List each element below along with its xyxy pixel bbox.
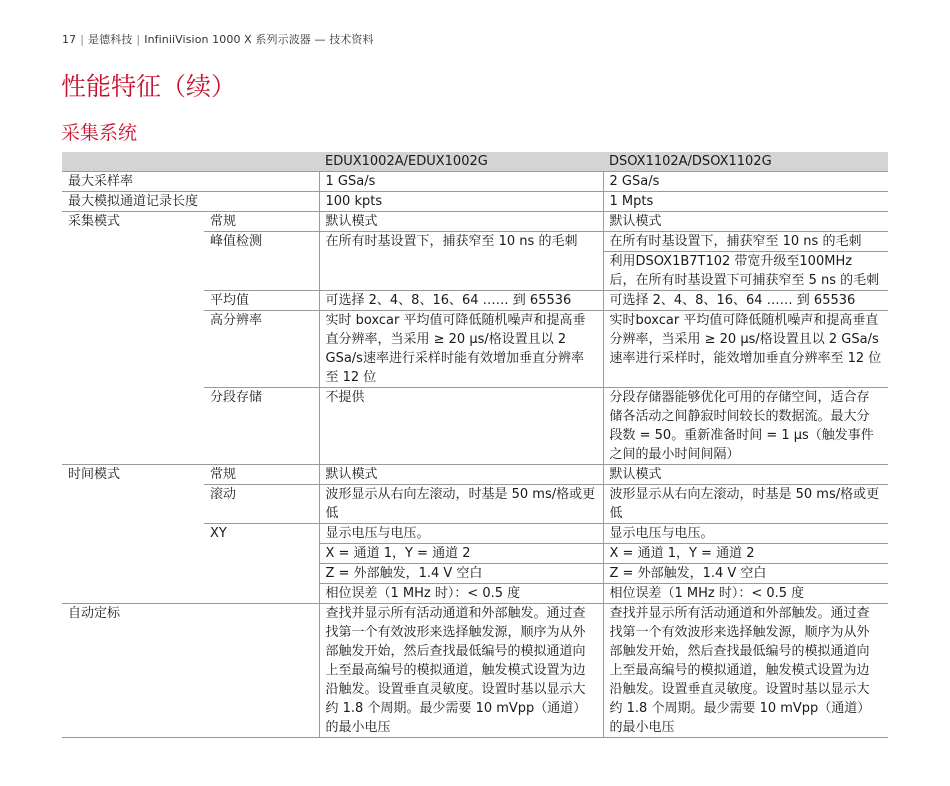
cell-edu: X = 通道 1，Y = 通道 2 <box>319 544 603 564</box>
cell-edu: 默认模式 <box>319 465 603 485</box>
row-label: 最大采样率 <box>62 172 319 192</box>
table-row <box>62 311 888 388</box>
table-row <box>62 192 888 212</box>
cell-edu: 100 kpts <box>319 192 603 212</box>
cell-edu: 默认模式 <box>319 212 603 232</box>
cell-dso: 默认模式 <box>603 212 888 232</box>
cell-dso: 实时boxcar 平均值可降低随机噪声和提高垂直分辨率，当采用 ≥ 20 μs/格设置且以 2 GSa/s速率进行采样时，能效增加垂直分辨率至 12 位 <box>603 311 888 388</box>
cell-edu: 相位误差（1 MHz 时）：< 0.5 度 <box>319 584 603 604</box>
sub-label: 平均值 <box>204 291 319 311</box>
cell-edu: 波形显示从右向左滚动，时基是 50 ms/格或更低 <box>319 485 603 524</box>
cell-dso: 波形显示从右向左滚动，时基是 50 ms/格或更低 <box>603 485 888 524</box>
header-cell-empty <box>62 152 204 172</box>
row-label: 自动定标 <box>62 604 319 738</box>
sub-label: 滚动 <box>204 485 319 524</box>
cell-dso: 相位误差（1 MHz 时）：< 0.5 度 <box>603 584 888 604</box>
cell-dso: 默认模式 <box>603 465 888 485</box>
cell-edu: 显示电压与电压。 <box>319 524 603 544</box>
table-row <box>62 388 888 465</box>
table-row <box>62 524 888 544</box>
section-title: 采集系统 <box>61 122 138 144</box>
header-cell-edu: EDUX1002A/EDUX1002G <box>319 152 603 172</box>
cell-edu: 可选择 2、4、8、16、64 …… 到 65536 <box>319 291 603 311</box>
row-label: 采集模式 <box>62 212 204 232</box>
sub-label: XY <box>204 524 319 544</box>
sub-label: 常规 <box>204 465 319 485</box>
sub-label: 峰值检测 <box>204 232 319 252</box>
cell-dso: Z = 外部触发，1.4 V 空白 <box>603 564 888 584</box>
product-name: InfiniiVision 1000 X 系列示波器 — 技术资料 <box>144 33 374 46</box>
page-title: 性能特征（续） <box>61 72 237 101</box>
cell-dso: 2 GSa/s <box>603 172 888 192</box>
cell-edu: Z = 外部触发，1.4 V 空白 <box>319 564 603 584</box>
header-cell-dso: DSOX1102A/DSOX1102G <box>603 152 888 172</box>
table-row <box>62 544 888 564</box>
cell-dso: 查找并显示所有活动通道和外部触发。通过查找第一个有效波形来选择触发源，顺序为从外部触发开始，然后查找最低编号的模拟通道向上至最高编号的模拟通道，触发模式设置为边沿触发。设置垂直灵敏度。设置时基以显示大约 1.8 个周期。最少需要 10 mVpp（通道）的最小电压 <box>603 604 888 738</box>
page-header: 17 | 是德科技 | InfiniiVision 1000 X 系列示波器 — 技术资料 <box>62 33 374 46</box>
spec-table <box>62 152 888 738</box>
cell-edu: 在所有时基设置下，捕获窄至 10 ns 的毛刺 <box>319 232 603 252</box>
cell-dso: 分段存储器能够优化可用的存储空间，适合存储各活动之间静寂时间较长的数据流。最大分段数 = 50。重新准备时间 = 1 μs（触发事件之间的最小时间间隔） <box>603 388 888 465</box>
table-header-row <box>62 152 888 172</box>
sub-label: 常规 <box>204 212 319 232</box>
row-label: 时间模式 <box>62 465 204 485</box>
header-cell-empty <box>204 152 319 172</box>
row-label: 最大模拟通道记录长度 <box>62 192 319 212</box>
table-row <box>62 212 888 232</box>
company-name: 是德科技 <box>88 33 133 46</box>
cell-dso: 显示电压与电压。 <box>603 524 888 544</box>
cell-dso: 利用DSOX1B7T102 带宽升级至100MHz 后，在所有时基设置下可捕获窄至 5 ns 的毛刺 <box>603 252 888 291</box>
cell-dso: 1 Mpts <box>603 192 888 212</box>
sub-label: 分段存储 <box>204 388 319 465</box>
table-row <box>62 485 888 524</box>
cell-edu: 1 GSa/s <box>319 172 603 192</box>
table-row <box>62 584 888 604</box>
cell-dso: X = 通道 1，Y = 通道 2 <box>603 544 888 564</box>
table-row <box>62 252 888 291</box>
cell-edu: 查找并显示所有活动通道和外部触发。通过查找第一个有效波形来选择触发源，顺序为从外部触发开始，然后查找最低编号的模拟通道向上至最高编号的模拟通道，触发模式设置为边沿触发。设置垂直灵敏度。设置时基以显示大约 1.8 个周期。最少需要 10 mVpp（通道）的最小电压 <box>319 604 603 738</box>
table-row <box>62 604 888 738</box>
table-row <box>62 291 888 311</box>
cell-dso: 在所有时基设置下，捕获窄至 10 ns 的毛刺 <box>603 232 888 252</box>
cell-edu: 不提供 <box>319 388 603 465</box>
cell-edu: 实时 boxcar 平均值可降低随机噪声和提高垂直分辨率，当采用 ≥ 20 μs/格设置且以 2 GSa/s速率进行采样时能有效增加垂直分辨率至 12 位 <box>319 311 603 388</box>
sub-label: 高分辨率 <box>204 311 319 388</box>
table-row <box>62 172 888 192</box>
page-number: 17 <box>62 33 77 46</box>
table-row <box>62 232 888 252</box>
cell-dso: 可选择 2、4、8、16、64 …… 到 65536 <box>603 291 888 311</box>
table-row <box>62 564 888 584</box>
table-row <box>62 465 888 485</box>
